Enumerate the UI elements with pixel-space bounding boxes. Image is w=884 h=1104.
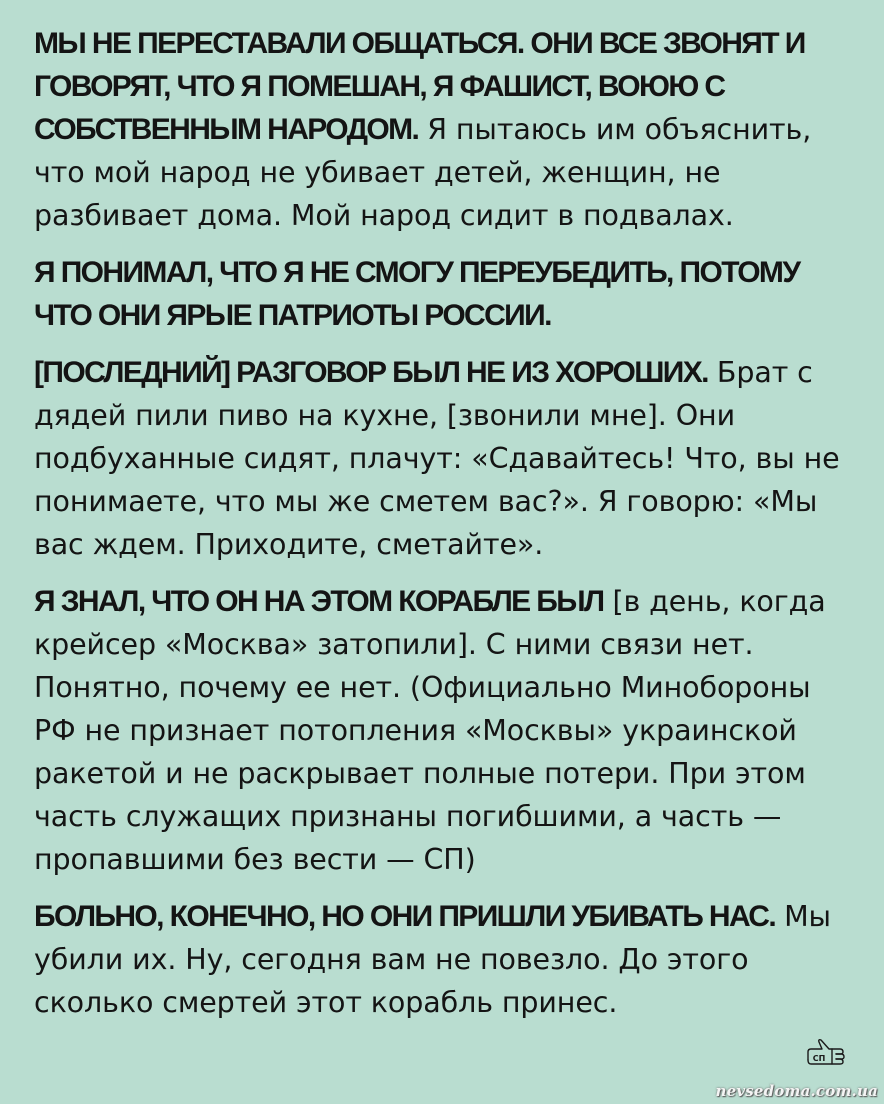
paragraph-4-body: [в день, когда крейсер «Москва» затопили]. С ними связи нет. Понятно, почему ее нет. (Официально Минобороны РФ не признает потопления «Москвы» украинской ракетой и не раскрывает полные потери. При этом часть служащих признаны погибшими, а часть — пропавшими без вести — СП) bbox=[34, 585, 826, 876]
paragraph-1 bbox=[34, 22, 854, 237]
paragraph-5-lead: БОЛЬНО, КОНЕЧНО, НО ОНИ ПРИШЛИ УБИВАТЬ НАС. bbox=[34, 900, 776, 933]
paragraph-5 bbox=[34, 895, 854, 1024]
publication-logo bbox=[802, 1036, 848, 1072]
paragraph-2-lead: Я ПОНИМАЛ, ЧТО Я НЕ СМОГУ ПЕРЕУБЕДИТЬ, ПОТОМУ ЧТО ОНИ ЯРЫЕ ПАТРИОТЫ РОССИИ. bbox=[34, 256, 800, 332]
paragraph-3-body: Брат с дядей пили пиво на кухне, [звонили мне]. Они подбуханные сидят, плачут: «Сдавайтесь! Что, вы не понимаете, что мы же сметем вас?». Я говорю: «Мы вас ждем. Приходите, сметайте». bbox=[34, 356, 840, 561]
paragraph-4 bbox=[34, 580, 854, 881]
article-text bbox=[34, 22, 854, 1038]
paragraph-1-body: Я пытаюсь им объяснить, что мой народ не убивает детей, женщин, не разбивает дома. Мой народ сидит в подвалах. bbox=[34, 113, 812, 232]
paragraph-1-lead: МЫ НЕ ПЕРЕСТАВАЛИ ОБЩАТЬСЯ. ОНИ ВСЕ ЗВОНЯТ И ГОВОРЯТ, ЧТО Я ПОМЕШАН, Я ФАШИСТ, ВОЮЮ С СОБСТВЕННЫМ НАРОДОМ. bbox=[34, 27, 805, 146]
paragraph-3 bbox=[34, 351, 854, 566]
paragraph-5-body: Мы убили их. Ну, сегодня вам не повезло. До этого сколько смертей этот корабль принес. bbox=[34, 900, 831, 1019]
logo-text: СП bbox=[812, 1054, 826, 1063]
paragraph-3-lead: [ПОСЛЕДНИЙ] РАЗГОВОР БЫЛ НЕ ИЗ ХОРОШИХ. bbox=[34, 356, 708, 389]
paragraph-4-lead: Я ЗНАЛ, ЧТО ОН НА ЭТОМ КОРАБЛЕ БЫЛ bbox=[34, 585, 604, 618]
site-watermark: nevsedoma.com.ua bbox=[715, 1082, 878, 1100]
paragraph-2 bbox=[34, 251, 854, 337]
hand-pointing-icon bbox=[802, 1036, 848, 1072]
